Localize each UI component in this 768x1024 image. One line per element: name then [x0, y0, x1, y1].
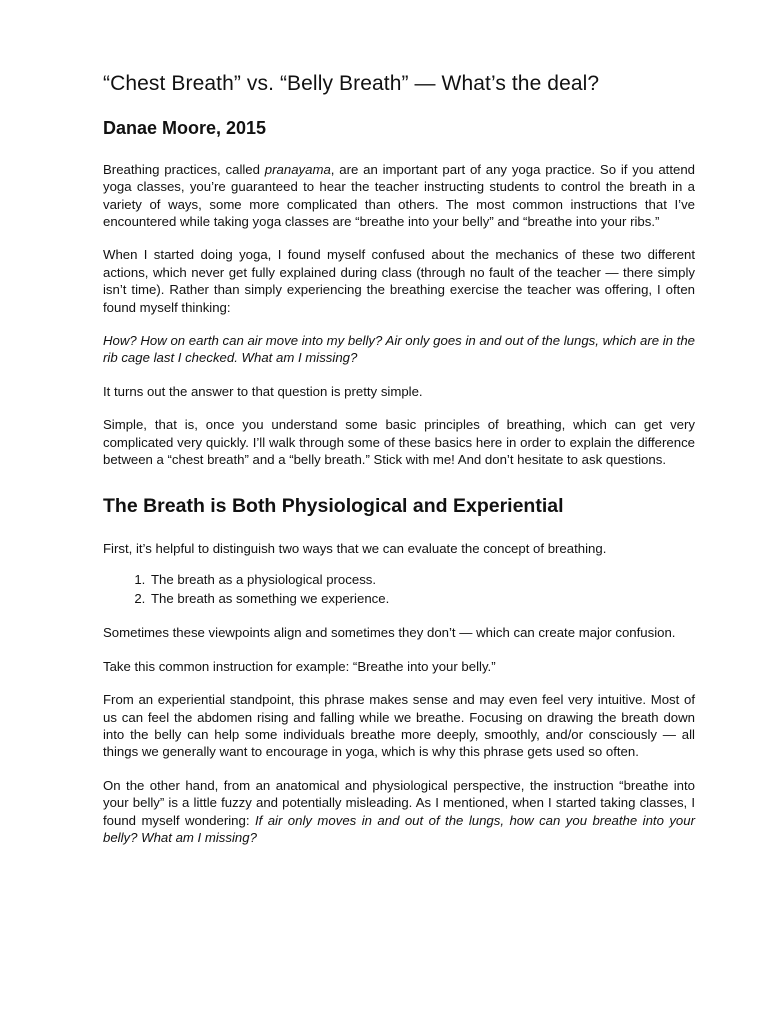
- pranayama-term: pranayama: [264, 161, 331, 177]
- intro-p1-before: Breathing practices, called: [103, 161, 265, 177]
- numbered-list: [103, 571, 695, 608]
- intro-p1-after: , are an important part of any yoga practice. So if you attend yoga classes, you’re guaranteed to hear the teacher instructing students to control the breath in a variety of ways, some more complicated than others. The most common instructions that I’ve encountered while taking yoga classes are “breathe into your belly” and “breathe into your ribs.”: [103, 161, 695, 229]
- section-paragraph-2: Sometimes these viewpoints align and sometimes they don’t — which can create major confusion.: [103, 625, 676, 641]
- section-heading: The Breath is Both Physiological and Experiential: [103, 495, 564, 518]
- section-paragraph-5: [103, 777, 695, 847]
- section-p5-before: On the other hand, from an anatomical and physiological perspective, the instruction “breathe into your belly” is a little fuzzy and potentially misleading. As I mentioned, when I started taking classes, I found myself wondering:: [103, 777, 695, 828]
- intro-quote: How? How on earth can air move into my belly? Air only goes in and out of the lungs, which are in the rib cage last I checked. What am I missing?: [103, 332, 695, 366]
- list-item: 1. The breath as a physiological process.: [149, 571, 695, 590]
- intro-paragraph-5: Simple, that is, once you understand some basic principles of breathing, which can get very complicated very quickly. I’ll walk through some of these basics here in order to explain the difference between a “chest breath” and a “belly breath.” Stick with me! And don’t hesitate to ask questions.: [103, 417, 695, 467]
- document-page: [103, 70, 695, 862]
- list-item: 2. The breath as something we experience.: [149, 590, 695, 609]
- section-paragraph-4: From an experiential standpoint, this phrase makes sense and may even feel very intuitive. Most of us can feel the abdomen rising and falling while we breathe. Focusing on drawing the breath down into the belly can help some individuals breathe more deeply, smoothly, and/or consciously — all things we generally want to encourage in yoga, which is why this phrase gets used so often.: [103, 692, 695, 760]
- intro-paragraph-1: [103, 161, 695, 231]
- author-line: Danae Moore, 2015: [103, 118, 267, 139]
- intro-paragraph-2: When I started doing yoga, I found myself confused about the mechanics of these two different actions, which never get fully explained during class (through no fault of the teacher — there simply isn’t time). Rather than simply experiencing the breathing exercise the teacher was offering, I often found myself thinking:: [103, 247, 695, 315]
- section-paragraph-3: Take this common instruction for example: “Breathe into your belly.”: [103, 658, 496, 674]
- section-paragraph-1: First, it’s helpful to distinguish two ways that we can evaluate the concept of breathing.: [103, 540, 607, 556]
- intro-paragraph-4: It turns out the answer to that question is pretty simple.: [103, 383, 423, 399]
- section-p5-italic: If air only moves in and out of the lungs, how can you breathe into your belly? What am I missing?: [103, 812, 695, 845]
- document-title: “Chest Breath” vs. “Belly Breath” — What’s the deal?: [103, 72, 600, 95]
